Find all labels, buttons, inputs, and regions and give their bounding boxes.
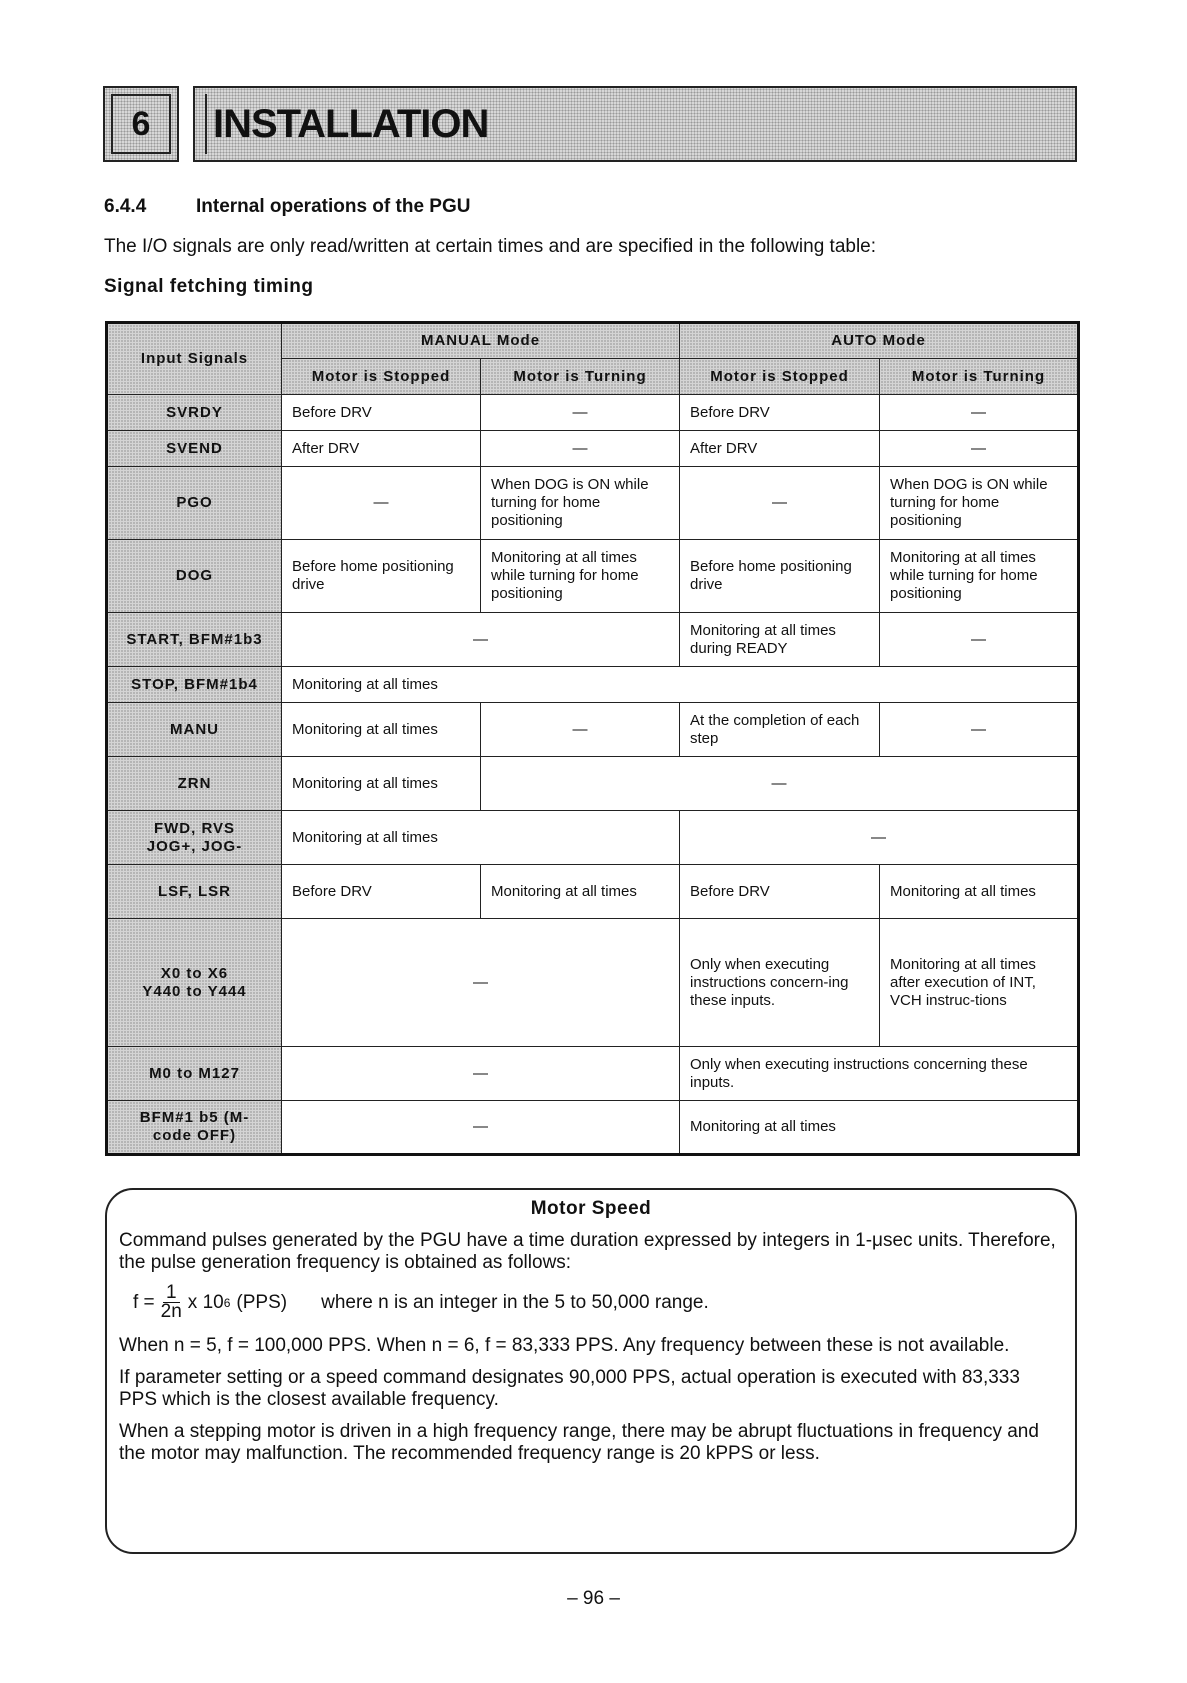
table-row: [107, 703, 1079, 757]
cell: —: [282, 1101, 680, 1155]
signal-name: [107, 1101, 282, 1155]
cell: Monitoring at all times: [282, 667, 1079, 703]
motor-speed-paragraph: Command pulses generated by the PGU have a time duration expressed by integers in 1-μsec units. Therefore, the pulse generation frequency is obtained as follows:: [119, 1230, 1056, 1273]
signal-name: [107, 919, 282, 1047]
chapter-title: INSTALLATION: [205, 94, 488, 154]
intro-text: The I/O signals are only read/written at certain times and are specified in the following table:: [104, 236, 877, 257]
chapter-title-bar: [193, 86, 1077, 162]
signal-name-line: JOG+, JOG-: [146, 837, 243, 855]
formula-unit: (PPS): [236, 1291, 288, 1313]
cell: —: [680, 811, 1079, 865]
motor-speed-box: [105, 1188, 1077, 1554]
cell: —: [880, 395, 1079, 431]
table-row: [107, 431, 1079, 467]
header-manual-mode: MANUAL Mode: [282, 323, 680, 359]
frequency-formula: [133, 1284, 1063, 1321]
section-title: [104, 196, 470, 218]
cell: —: [282, 613, 680, 667]
cell: —: [481, 395, 680, 431]
header-auto-turning: Motor is Turning: [880, 359, 1079, 395]
chapter-number: 6: [111, 94, 171, 154]
signal-name: START, BFM#1b3: [107, 613, 282, 667]
signal-name-line: FWD, RVS: [153, 819, 236, 837]
motor-speed-paragraph: When n = 5, f = 100,000 PPS. When n = 6, f = 83,333 PPS. Any frequency between these is not available.: [119, 1335, 1010, 1356]
cell: —: [880, 431, 1079, 467]
header-manual-turning: Motor is Turning: [481, 359, 680, 395]
signal-name: SVRDY: [107, 395, 282, 431]
subheading: Signal fetching timing: [104, 276, 314, 297]
section-number: 6.4.4: [104, 196, 147, 217]
signal-name: STOP, BFM#1b4: [107, 667, 282, 703]
signal-name: [107, 811, 282, 865]
table-row: [107, 667, 1079, 703]
cell: Only when executing instructions concern-ing these inputs.: [680, 919, 880, 1047]
cell: Before home positioning drive: [680, 540, 880, 613]
motor-speed-title: Motor Speed: [530, 1198, 652, 1219]
header-input-signals: Input Signals: [107, 323, 282, 395]
cell: Only when executing instructions concerning these inputs.: [680, 1047, 1079, 1101]
formula-numerator: 1: [163, 1284, 180, 1303]
cell: —: [680, 467, 880, 540]
cell: Monitoring at all times: [680, 1101, 1079, 1155]
header-manual-stopped: Motor is Stopped: [282, 359, 481, 395]
signal-name-line: X0 to X6: [160, 964, 229, 982]
cell: Monitoring at all times: [481, 865, 680, 919]
signal-name: LSF, LSR: [107, 865, 282, 919]
formula-where: where n is an integer in the 5 to 50,000 range.: [321, 1291, 709, 1313]
cell: Before home positioning drive: [282, 540, 481, 613]
signal-name-line: code OFF): [152, 1127, 237, 1144]
cell: —: [481, 431, 680, 467]
signal-name-line: BFM#1 b5 (M-: [139, 1109, 250, 1126]
cell: When DOG is ON while turning for home positioning: [880, 467, 1079, 540]
table-row: [107, 1047, 1079, 1101]
section-title-text: Internal operations of the PGU: [196, 196, 471, 217]
formula-fraction: [161, 1284, 182, 1321]
cell: Before DRV: [282, 865, 481, 919]
page-number: – 96 –: [567, 1588, 620, 1609]
cell: Before DRV: [680, 865, 880, 919]
signal-name: M0 to M127: [107, 1047, 282, 1101]
cell: —: [880, 613, 1079, 667]
chapter-number-box: [103, 86, 179, 162]
cell: —: [481, 757, 1079, 811]
formula-f: f =: [133, 1291, 155, 1313]
table-row: [107, 919, 1079, 1047]
table-row: [107, 811, 1079, 865]
formula-exponent: 6: [223, 1295, 231, 1310]
signal-name: ZRN: [107, 757, 282, 811]
cell: Monitoring at all times: [282, 811, 680, 865]
cell: Monitoring at all times: [880, 865, 1079, 919]
header-auto-stopped: Motor is Stopped: [680, 359, 880, 395]
table-row: [107, 395, 1079, 431]
cell: Monitoring at all times: [282, 757, 481, 811]
cell: —: [481, 703, 680, 757]
cell: Monitoring at all times after execution of INT, VCH instruc-tions: [880, 919, 1079, 1047]
signal-name: SVEND: [107, 431, 282, 467]
cell: Before DRV: [680, 395, 880, 431]
table-row: [107, 757, 1079, 811]
signal-name: PGO: [107, 467, 282, 540]
header-auto-mode: AUTO Mode: [680, 323, 1079, 359]
cell: Monitoring at all times while turning for home positioning: [481, 540, 680, 613]
signal-name: DOG: [107, 540, 282, 613]
signal-name-line: Y440 to Y444: [142, 982, 247, 1000]
formula-denominator: 2n: [160, 1301, 182, 1322]
table-row: [107, 467, 1079, 540]
cell: —: [282, 919, 680, 1047]
formula-multiplier: x 10: [187, 1291, 224, 1313]
cell: —: [282, 1047, 680, 1101]
cell: Monitoring at all times: [282, 703, 481, 757]
table-row: [107, 613, 1079, 667]
cell: —: [282, 467, 481, 540]
table-row: [107, 540, 1079, 613]
cell: —: [880, 703, 1079, 757]
motor-speed-paragraph: If parameter setting or a speed command designates 90,000 PPS, actual operation is executed with 83,333 PPS which is the closest available frequency.: [119, 1367, 1020, 1410]
table-row: [107, 865, 1079, 919]
cell: After DRV: [680, 431, 880, 467]
table-row: [107, 1101, 1079, 1155]
motor-speed-paragraph: When a stepping motor is driven in a high frequency range, there may be abrupt fluctuations in frequency and the motor may malfunction. The recommended frequency range is 20 kPPS or less.: [119, 1421, 1039, 1464]
signal-name: MANU: [107, 703, 282, 757]
cell: Before DRV: [282, 395, 481, 431]
signal-timing-table: [105, 321, 1080, 1156]
cell: After DRV: [282, 431, 481, 467]
cell: When DOG is ON while turning for home positioning: [481, 467, 680, 540]
cell: Monitoring at all times during READY: [680, 613, 880, 667]
cell: Monitoring at all times while turning for home positioning: [880, 540, 1079, 613]
cell: At the completion of each step: [680, 703, 880, 757]
